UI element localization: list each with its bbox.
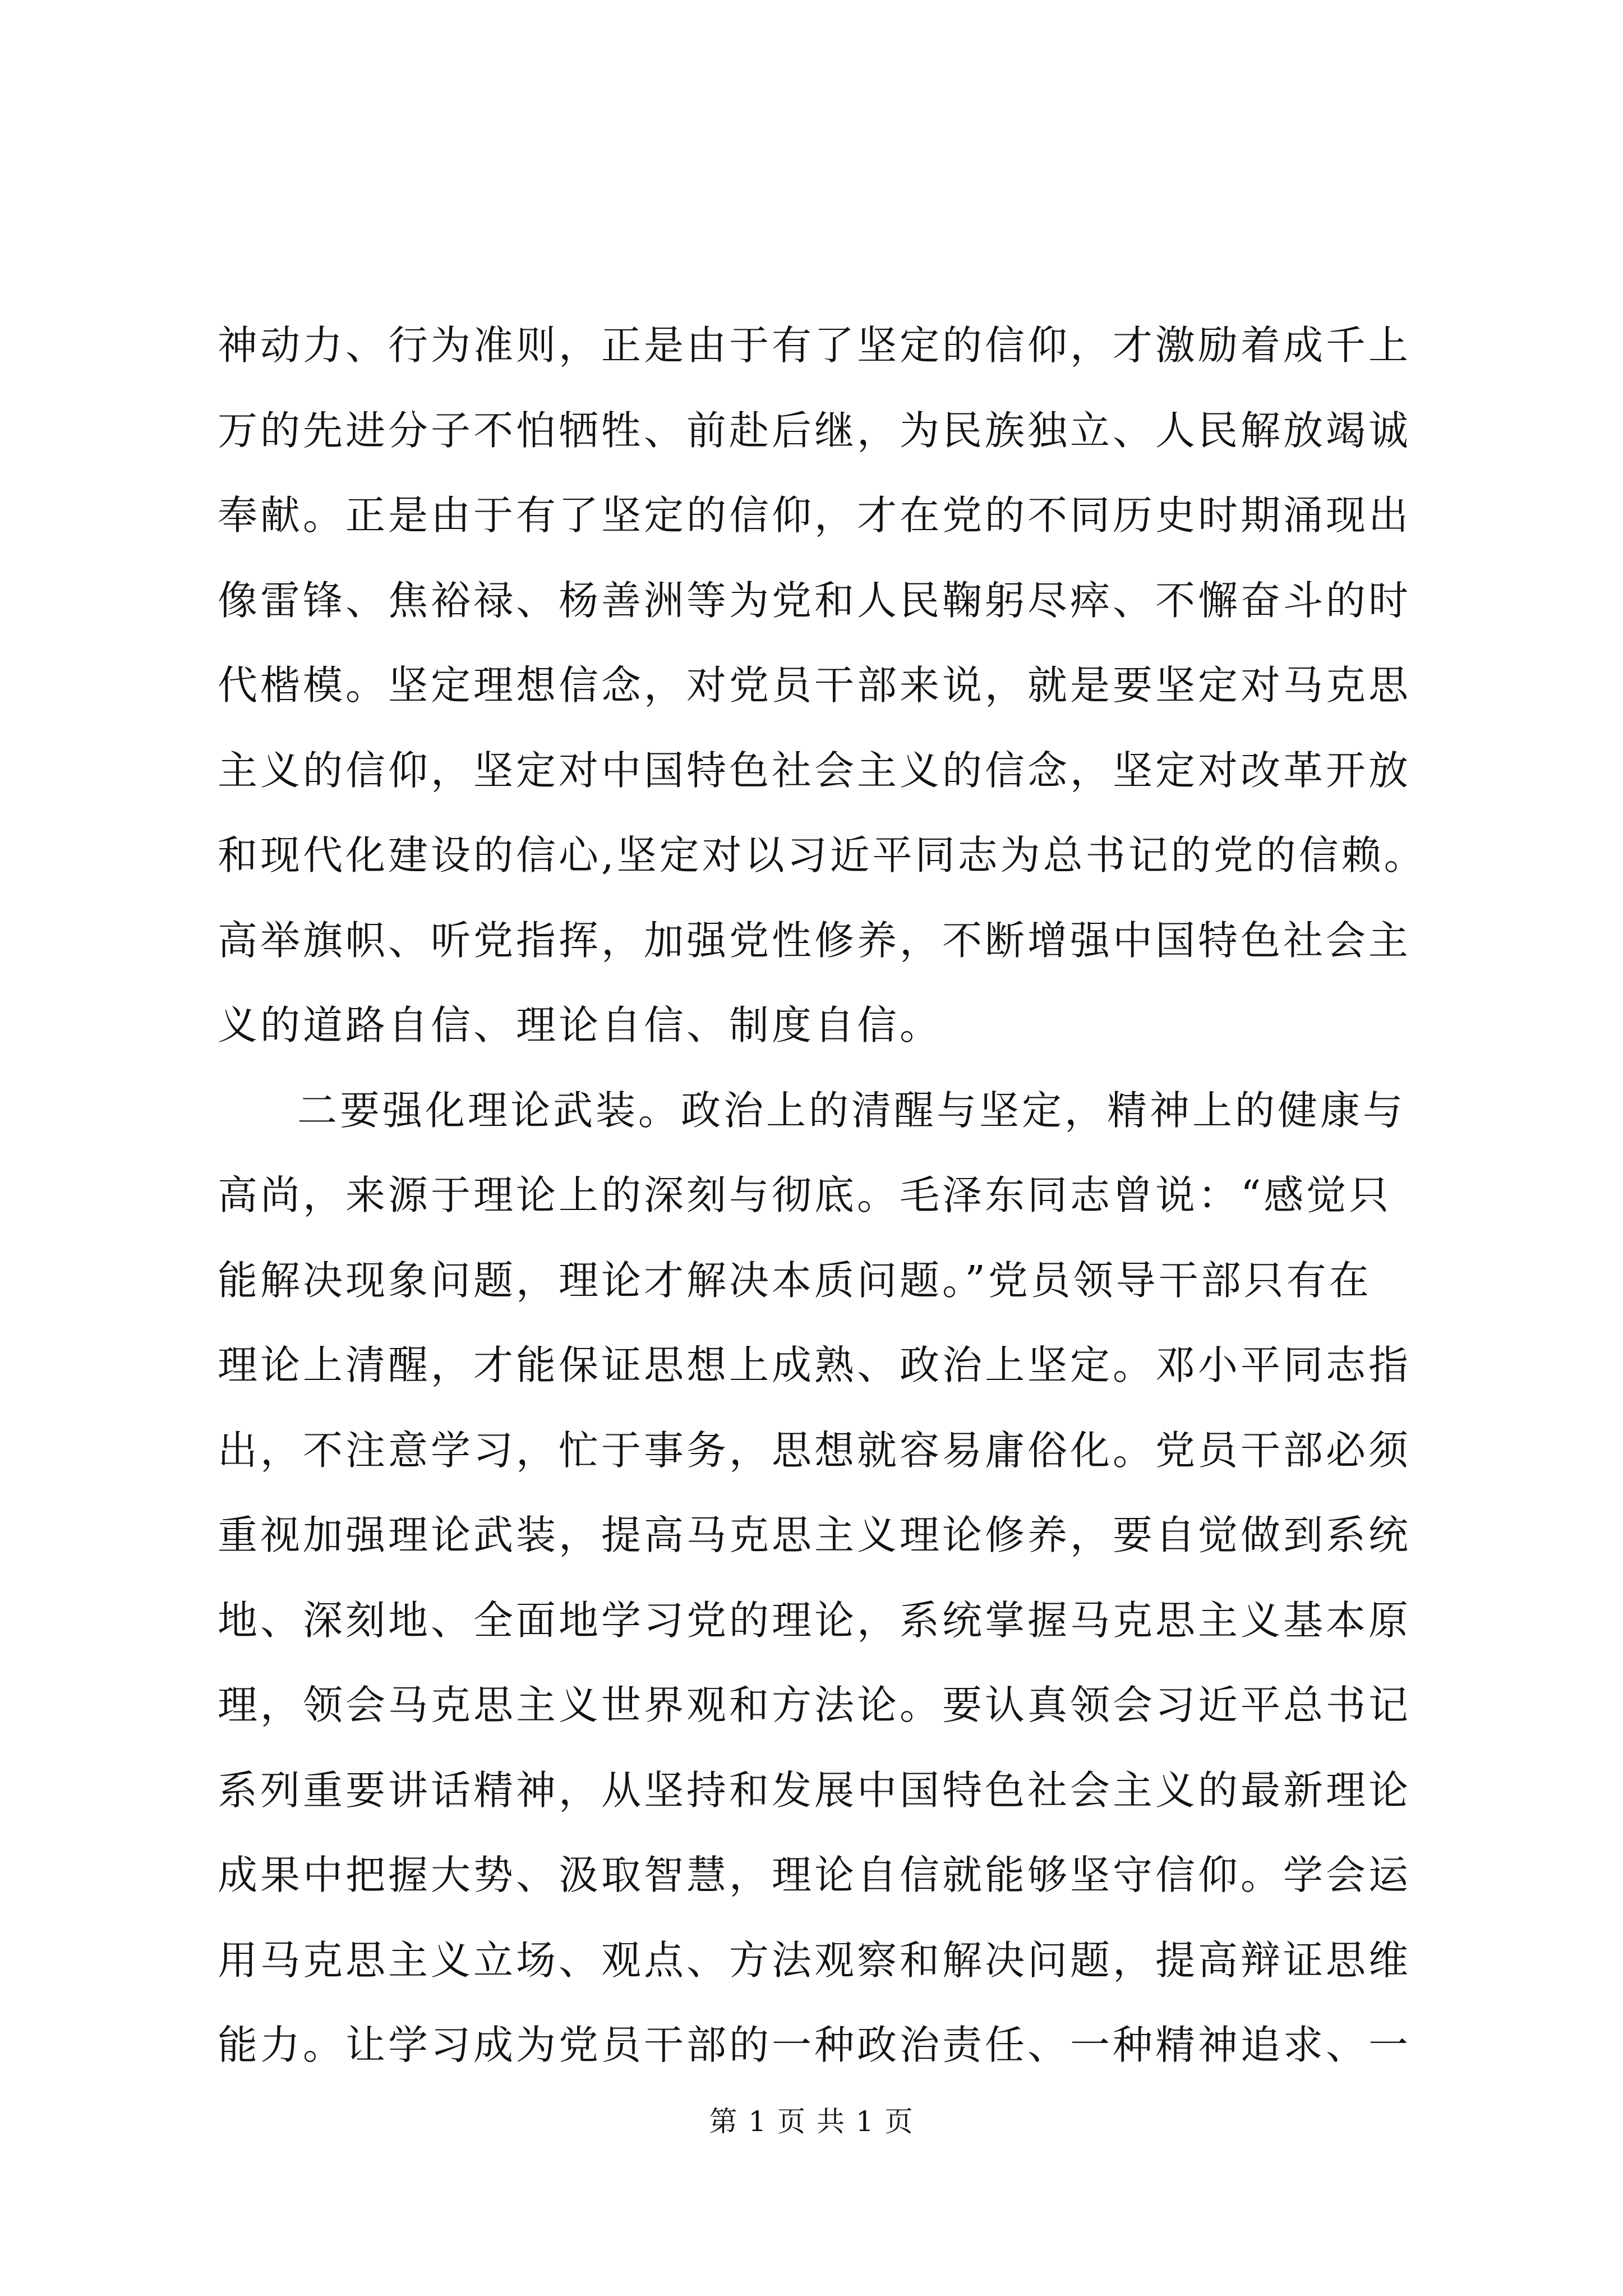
text-line: 用马克思主义立场、观点、方法观察和解决问题，提高辩证思维 xyxy=(218,1936,1412,1984)
text-line: 高尚，来源于理论上的深刻与彻底。毛泽东同志曾说：“感觉只 xyxy=(218,1172,1392,1218)
text-line: 义的道路自信、理论自信、制度自信。 xyxy=(218,1002,943,1048)
text-line: 万的先进分子不怕牺牲、前赴后继，为民族独立、人民解放竭诚 xyxy=(218,407,1412,454)
text-line: 能力。让学习成为党员干部的一种政治责任、一种精神追求、一 xyxy=(218,2022,1412,2068)
text-line: 成果中把握大势、汲取智慧，理论自信就能够坚守信仰。学会运 xyxy=(218,1852,1412,1898)
text-line: 奉献。正是由于有了坚定的信仰，才在党的不同历史时期涌现出 xyxy=(218,492,1412,539)
paragraph-first-line: 二要强化理论武装。政治上的清醒与坚定，精神上的健康与 xyxy=(297,1087,1406,1134)
text-line: 地、深刻地、全面地学习党的理论，系统掌握马克思主义基本原 xyxy=(218,1596,1412,1644)
text-line: 高举旗帜、听党指挥，加强党性修养，不断增强中国特色社会主 xyxy=(218,917,1412,964)
text-line: 理论上清醒，才能保证思想上成熟、政治上坚定。邓小平同志指 xyxy=(218,1342,1412,1388)
text-line: 能解决现象问题，理论才解决本质问题。”党员领导干部只有在 xyxy=(218,1257,1372,1304)
text-line: 和现代化建设的信心,坚定对以习近平同志为总书记的党的信赖。 xyxy=(218,832,1427,878)
page-number-footer: 第 1 页 共 1 页 xyxy=(709,2105,914,2138)
text-line: 重视加强理论武装，提高马克思主义理论修养，要自觉做到系统 xyxy=(218,1512,1412,1558)
document-body xyxy=(218,303,1427,2088)
text-line: 神动力、行为准则，正是由于有了坚定的信仰，才激励着成千上 xyxy=(218,322,1412,369)
text-line: 代楷模。坚定理想信念，对党员干部来说，就是要坚定对马克思 xyxy=(218,662,1412,708)
text-line: 出，不注意学习，忙于事务，思想就容易庸俗化。党员干部必须 xyxy=(218,1427,1412,1474)
text-line: 理，领会马克思主义世界观和方法论。要认真领会习近平总书记 xyxy=(218,1682,1412,1728)
text-line: 像雷锋、焦裕禄、杨善洲等为党和人民鞠躬尽瘁、不懈奋斗的时 xyxy=(218,577,1412,624)
text-line: 主义的信仰，坚定对中国特色社会主义的信念，坚定对改革开放 xyxy=(218,747,1412,794)
text-line: 系列重要讲话精神，从坚持和发展中国特色社会主义的最新理论 xyxy=(218,1766,1412,1814)
